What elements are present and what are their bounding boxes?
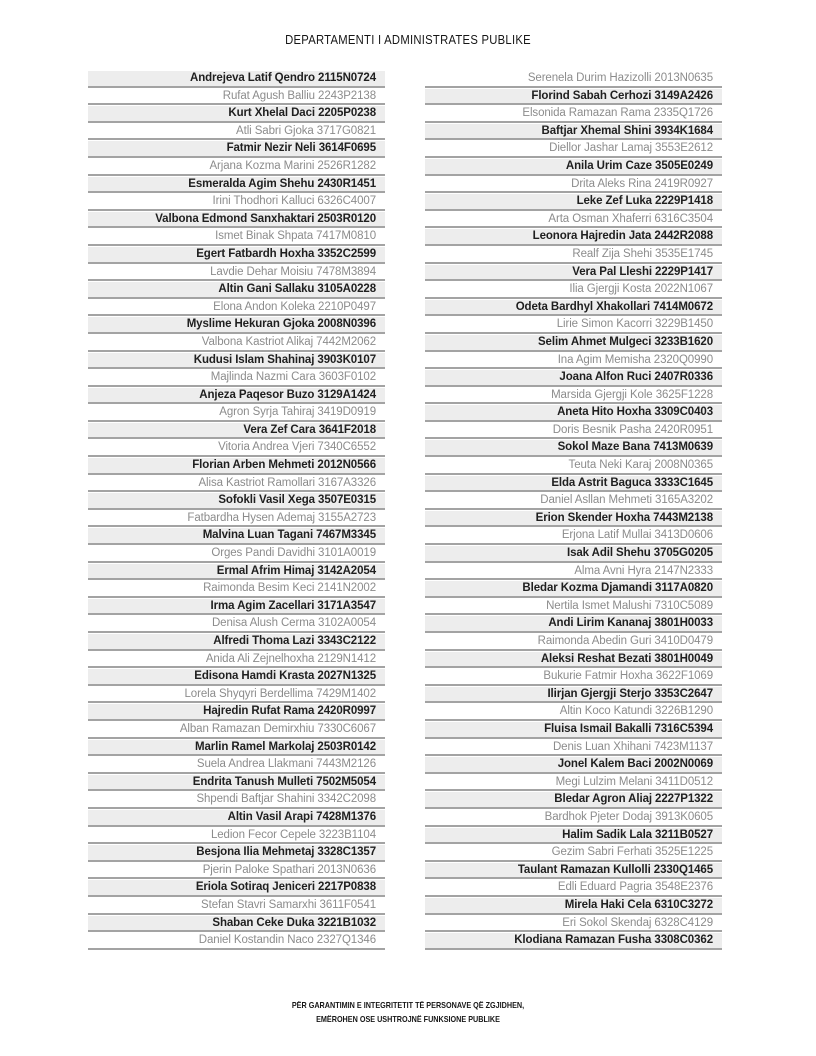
list-item: Florian Arben Mehmeti 2012N0566 <box>88 458 385 475</box>
list-item: Elda Astrit Baguca 3333C1645 <box>425 476 722 493</box>
list-item: Anida Ali Zejnelhoxha 2129N1412 <box>88 652 385 669</box>
list-item: Selim Ahmet Mulgeci 3233B1620 <box>425 335 722 352</box>
list-item: Raimonda Besim Keci 2141N2002 <box>88 581 385 598</box>
list-item: Shaban Ceke Duka 3221B1032 <box>88 916 385 933</box>
list-item: Nertila Ismet Malushi 7310C5089 <box>425 599 722 616</box>
page-footer <box>61 998 755 1026</box>
list-item: Pjerin Paloke Spathari 2013N0636 <box>88 863 385 880</box>
list-item: Klodiana Ramazan Fusha 3308C0362 <box>425 933 722 950</box>
list-item: Elona Andon Koleka 2210P0497 <box>88 300 385 317</box>
list-item: Drita Aleks Rina 2419R0927 <box>425 177 722 194</box>
list-item: Ledion Fecor Cepele 3223B1104 <box>88 828 385 845</box>
list-item: Lavdie Dehar Moisiu 7478M3894 <box>88 265 385 282</box>
footer-line-1: PËR GARANTIMIN E INTEGRITETIT TË PERSONAVE QË ZGJIDHEN, <box>291 1000 525 1010</box>
list-item: Florind Sabah Cerhozi 3149A2426 <box>425 89 722 106</box>
list-item: Fatmir Nezir Neli 3614F0695 <box>88 141 385 158</box>
list-item: Megi Lulzim Melani 3411D0512 <box>425 775 722 792</box>
list-item: Elsonida Ramazan Rama 2335Q1726 <box>425 106 722 123</box>
list-item: Isak Adil Shehu 3705G0205 <box>425 546 722 563</box>
list-item: Myslime Hekuran Gjoka 2008N0396 <box>88 317 385 334</box>
list-item: Alfredi Thoma Lazi 3343C2122 <box>88 634 385 651</box>
list-item: Irma Agim Zacellari 3171A3547 <box>88 599 385 616</box>
list-item: Kurt Xhelal Daci 2205P0238 <box>88 106 385 123</box>
list-item: Altin Gani Sallaku 3105A0228 <box>88 282 385 299</box>
list-item: Majlinda Nazmi Cara 3603F0102 <box>88 370 385 387</box>
list-item: Taulant Ramazan Kullolli 2330Q1465 <box>425 863 722 880</box>
name-list-column-right <box>425 71 722 951</box>
list-item: Joana Alfon Ruci 2407R0336 <box>425 370 722 387</box>
list-item: Fluisa Ismail Bakalli 7316C5394 <box>425 722 722 739</box>
list-item: Kudusi Islam Shahinaj 3903K0107 <box>88 353 385 370</box>
list-item: Suela Andrea Llakmani 7443M2126 <box>88 757 385 774</box>
list-item: Leonora Hajredin Jata 2442R2088 <box>425 229 722 246</box>
list-item: Bledar Agron Aliaj 2227P1322 <box>425 792 722 809</box>
list-item: Alisa Kastriot Ramollari 3167A3326 <box>88 476 385 493</box>
list-item: Agron Syrja Tahiraj 3419D0919 <box>88 405 385 422</box>
list-item: Baftjar Xhemal Shini 3934K1684 <box>425 124 722 141</box>
list-item: Ermal Afrim Himaj 3142A2054 <box>88 564 385 581</box>
list-item: Endrita Tanush Mulleti 7502M5054 <box>88 775 385 792</box>
list-item: Anila Urim Caze 3505E0249 <box>425 159 722 176</box>
list-item: Altin Vasil Arapi 7428M1376 <box>88 810 385 827</box>
list-item: Anjeza Paqesor Buzo 3129A1424 <box>88 388 385 405</box>
list-item: Vera Pal Lleshi 2229P1417 <box>425 265 722 282</box>
list-item: Andrejeva Latif Qendro 2115N0724 <box>88 71 385 88</box>
list-item: Shpendi Baftjar Shahini 3342C2098 <box>88 792 385 809</box>
list-item: Vitoria Andrea Vjeri 7340C6552 <box>88 440 385 457</box>
list-item: Raimonda Abedin Guri 3410D0479 <box>425 634 722 651</box>
list-item: Erion Skender Hoxha 7443M2138 <box>425 511 722 528</box>
list-item: Serenela Durim Hazizolli 2013N0635 <box>425 71 722 88</box>
list-item: Teuta Neki Karaj 2008N0365 <box>425 458 722 475</box>
list-item: Stefan Stavri Samarxhi 3611F0541 <box>88 898 385 915</box>
list-item: Arta Osman Xhaferri 6316C3504 <box>425 212 722 229</box>
footer-line-2: EMËROHEN OSE USHTROJNË FUNKSIONE PUBLIKE <box>316 1014 500 1024</box>
list-item: Jonel Kalem Baci 2002N0069 <box>425 757 722 774</box>
list-item: Irini Thodhori Kalluci 6326C4007 <box>88 194 385 211</box>
list-item: Egert Fatbardh Hoxha 3352C2599 <box>88 247 385 264</box>
list-item: Denis Luan Xhihani 7423M1137 <box>425 740 722 757</box>
list-item: Doris Besnik Pasha 2420R0951 <box>425 423 722 440</box>
list-item: Lirie Simon Kacorri 3229B1450 <box>425 317 722 334</box>
page-title: DEPARTAMENTI I ADMINISTRATES PUBLIKE <box>285 33 531 47</box>
list-item: Mirela Haki Cela 6310C3272 <box>425 898 722 915</box>
list-item: Edli Eduard Pagria 3548E2376 <box>425 880 722 897</box>
list-item: Lorela Shyqyri Berdellima 7429M1402 <box>88 687 385 704</box>
list-item: Halim Sadik Lala 3211B0527 <box>425 828 722 845</box>
name-list-column-left <box>88 71 385 951</box>
list-item: Bukurie Fatmir Hoxha 3622F1069 <box>425 669 722 686</box>
list-item: Sofokli Vasil Xega 3507E0315 <box>88 493 385 510</box>
list-item: Edisona Hamdi Krasta 2027N1325 <box>88 669 385 686</box>
list-item: Marlin Ramel Markolaj 2503R0142 <box>88 740 385 757</box>
list-item: Orges Pandi Davidhi 3101A0019 <box>88 546 385 563</box>
list-item: Esmeralda Agim Shehu 2430R1451 <box>88 177 385 194</box>
list-item: Diellor Jashar Lamaj 3553E2612 <box>425 141 722 158</box>
list-item: Ina Agim Memisha 2320Q0990 <box>425 353 722 370</box>
list-item: Hajredin Rufat Rama 2420R0997 <box>88 704 385 721</box>
list-item: Odeta Bardhyl Xhakollari 7414M0672 <box>425 300 722 317</box>
list-item: Marsida Gjergji Kole 3625F1228 <box>425 388 722 405</box>
list-item: Aleksi Reshat Bezati 3801H0049 <box>425 652 722 669</box>
list-item: Eri Sokol Skendaj 6328C4129 <box>425 916 722 933</box>
list-item: Fatbardha Hysen Ademaj 3155A2723 <box>88 511 385 528</box>
list-item: Ilia Gjergji Kosta 2022N1067 <box>425 282 722 299</box>
list-item: Arjana Kozma Marini 2526R1282 <box>88 159 385 176</box>
list-item: Aneta Hito Hoxha 3309C0403 <box>425 405 722 422</box>
list-item: Eriola Sotiraq Jeniceri 2217P0838 <box>88 880 385 897</box>
list-item: Ilirjan Gjergji Sterjo 3353C2647 <box>425 687 722 704</box>
list-item: Vera Zef Cara 3641F2018 <box>88 423 385 440</box>
list-item: Daniel Kostandin Naco 2327Q1346 <box>88 933 385 950</box>
list-item: Erjona Latif Mullai 3413D0606 <box>425 528 722 545</box>
list-item: Atli Sabri Gjoka 3717G0821 <box>88 124 385 141</box>
list-item: Alban Ramazan Demirxhiu 7330C6067 <box>88 722 385 739</box>
list-item: Sokol Maze Bana 7413M0639 <box>425 440 722 457</box>
list-item: Malvina Luan Tagani 7467M3345 <box>88 528 385 545</box>
list-item: Daniel Asllan Mehmeti 3165A3202 <box>425 493 722 510</box>
list-item: Rufat Agush Balliu 2243P2138 <box>88 89 385 106</box>
list-item: Bardhok Pjeter Dodaj 3913K0605 <box>425 810 722 827</box>
list-item: Alma Avni Hyra 2147N2333 <box>425 564 722 581</box>
list-item: Leke Zef Luka 2229P1418 <box>425 194 722 211</box>
list-item: Realf Zija Shehi 3535E1745 <box>425 247 722 264</box>
list-item: Besjona Ilia Mehmetaj 3328C1357 <box>88 845 385 862</box>
list-item: Valbona Kastriot Alikaj 7442M2062 <box>88 335 385 352</box>
list-item: Valbona Edmond Sanxhaktari 2503R0120 <box>88 212 385 229</box>
list-item: Gezim Sabri Ferhati 3525E1225 <box>425 845 722 862</box>
list-item: Bledar Kozma Djamandi 3117A0820 <box>425 581 722 598</box>
list-item: Andi Lirim Kananaj 3801H0033 <box>425 616 722 633</box>
list-item: Altin Koco Katundi 3226B1290 <box>425 704 722 721</box>
list-item: Denisa Alush Cerma 3102A0054 <box>88 616 385 633</box>
list-item: Ismet Binak Shpata 7417M0810 <box>88 229 385 246</box>
